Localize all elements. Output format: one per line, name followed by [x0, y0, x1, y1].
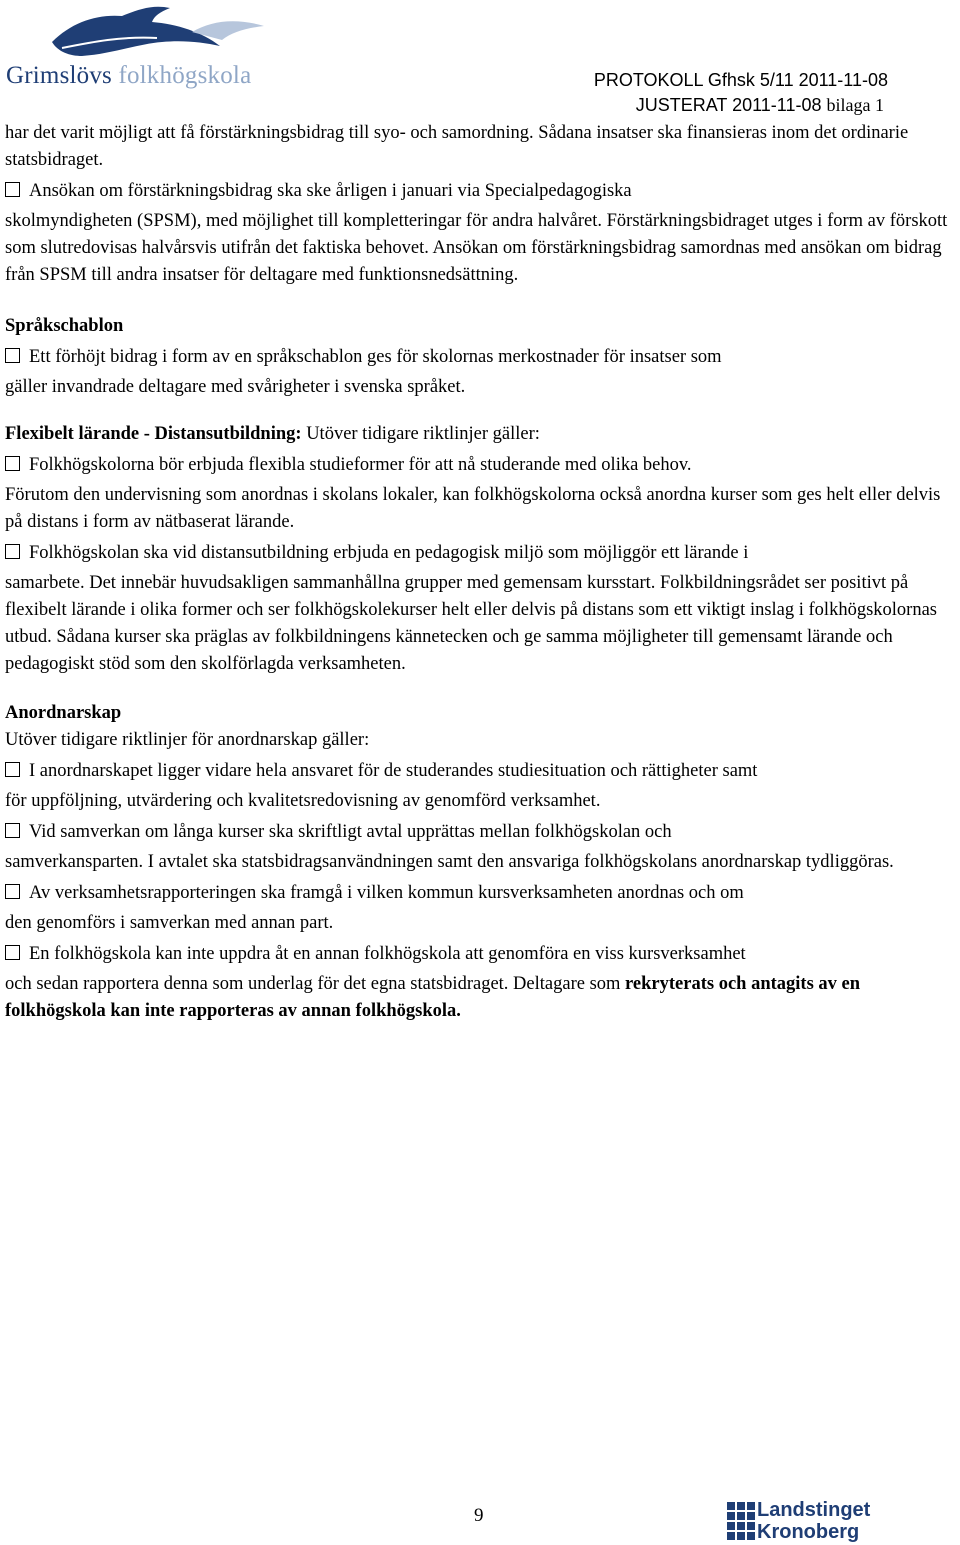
document-body: [5, 120, 960, 1025]
page-number: 9: [474, 1505, 484, 1526]
adjusted-header: JUSTERAT 2011-11-08 bilaga 1: [635, 95, 884, 115]
school-logo: [2, 2, 252, 94]
checkbox-item: Av verksamhetsrapporteringen ska framgå i vilken kommun kursverksamheten anordnas och om den genomförs i samverkan med annan part.: [5, 883, 744, 933]
checkbox-icon: [5, 544, 20, 559]
logo-wordmark: Landstinget Kronoberg: [757, 1499, 871, 1543]
section-heading: Flexibelt lärande - Distansutbildning:: [5, 424, 302, 444]
paragraph: Förutom den undervisning som anordnas i skolans lokaler, kan folkhögskolorna också anordna kurser som ges helt eller delvis på distans i form av nätbaserat lärande.: [5, 485, 941, 532]
checkbox-icon: [5, 456, 20, 471]
section-heading: Språkschablon: [5, 316, 124, 336]
section-intro: Flexibelt lärande - Distansutbildning: Utöver tidigare riktlinjer gäller:: [5, 424, 540, 444]
section-heading: Anordnarskap: [5, 703, 122, 723]
checkbox-icon: [5, 762, 20, 777]
fish-emblem-icon: [42, 2, 272, 64]
checkbox-item: Ansökan om förstärkningsbidrag ska ske årligen i januari via Specialpedagogiska skolmyndigheten (SPSM), med möjlighet till kompletteringar för andra halvåret. Förstärkningsbidraget utges i form av förskott som slutredovisas halvårsvis utifrån det faktiska behovet. Ansökan om förstärkningsbidrag samordnas med ansökan om bidrag från SPSM till andra insatser för deltagare med funktionsnedsättning.: [5, 181, 948, 285]
logo-wordmark: Grimslövs folkhögskola: [6, 62, 252, 89]
checkbox-item: Vid samverkan om långa kurser ska skriftligt avtal upprättas mellan folkhögskolan och samverkansparten. I avtalet ska statsbidragsanvändningen samt den ansvariga folkhögskolans anordnarskap tydliggöras.: [5, 822, 894, 872]
grid-emblem-icon: [727, 1502, 755, 1542]
checkbox-item: I anordnarskapet ligger vidare hela ansvaret för de studerandes studiesituation och rättigheter samt för uppföljning, utvärdering och kvalitetsredovisning av genomförd verksamhet.: [5, 761, 758, 811]
checkbox-icon: [5, 884, 20, 899]
bold-emphasis: rekryterats och antagits av en folkhögskola kan inte rapporteras av annan folkhögskola.: [5, 974, 861, 1021]
checkbox-icon: [5, 182, 20, 197]
paragraph: Utöver tidigare riktlinjer för anordnarskap gäller:: [5, 730, 370, 750]
checkbox-icon: [5, 823, 20, 838]
paragraph: har det varit möjligt att få förstärkningsbidrag till syo- och samordning. Sådana insatser ska finansieras inom det ordinarie statsbidraget.: [5, 123, 909, 170]
checkbox-item: Folkhögskolan ska vid distansutbildning erbjuda en pedagogisk miljö som möjliggör ett lärande i samarbete. Det innebär huvudsakligen sammanhållna grupper med gemensam kursstart. Folkbildningsrådet ser positivt på flexibelt lärande i olika former och ser folkhögskolekurser helt eller delvis på distans som ett viktigt inslag i folkhögskolornas utbud. Sådana kurser ska präglas av folkbildningens kännetecken och ge samma möjligheter till gemensamt lärande och pedagogiskt stöd som den skolförlagda verksamheten.: [5, 543, 937, 674]
checkbox-icon: [5, 945, 20, 960]
checkbox-icon: [5, 348, 20, 363]
protocol-header: PROTOKOLL Gfhsk 5/11 2011-11-08: [593, 70, 888, 90]
landstinget-logo: [727, 1500, 892, 1544]
checkbox-item: Folkhögskolorna bör erbjuda flexibla studieformer för att nå studerande med olika behov.: [5, 448, 960, 482]
checkbox-item: En folkhögskola kan inte uppdra åt en annan folkhögskola att genomföra en viss kursverksamhet och sedan rapportera denna som underlag för det egna statsbidraget. Deltagare som rekryterats och antagits av en folkhögskola kan inte rapporteras av annan folkhögskola.: [5, 944, 861, 1021]
checkbox-item: Ett förhöjt bidrag i form av en språkschablon ges för skolornas merkostnader för insatser som gäller invandrade deltagare med svårigheter i svenska språket.: [5, 347, 722, 397]
